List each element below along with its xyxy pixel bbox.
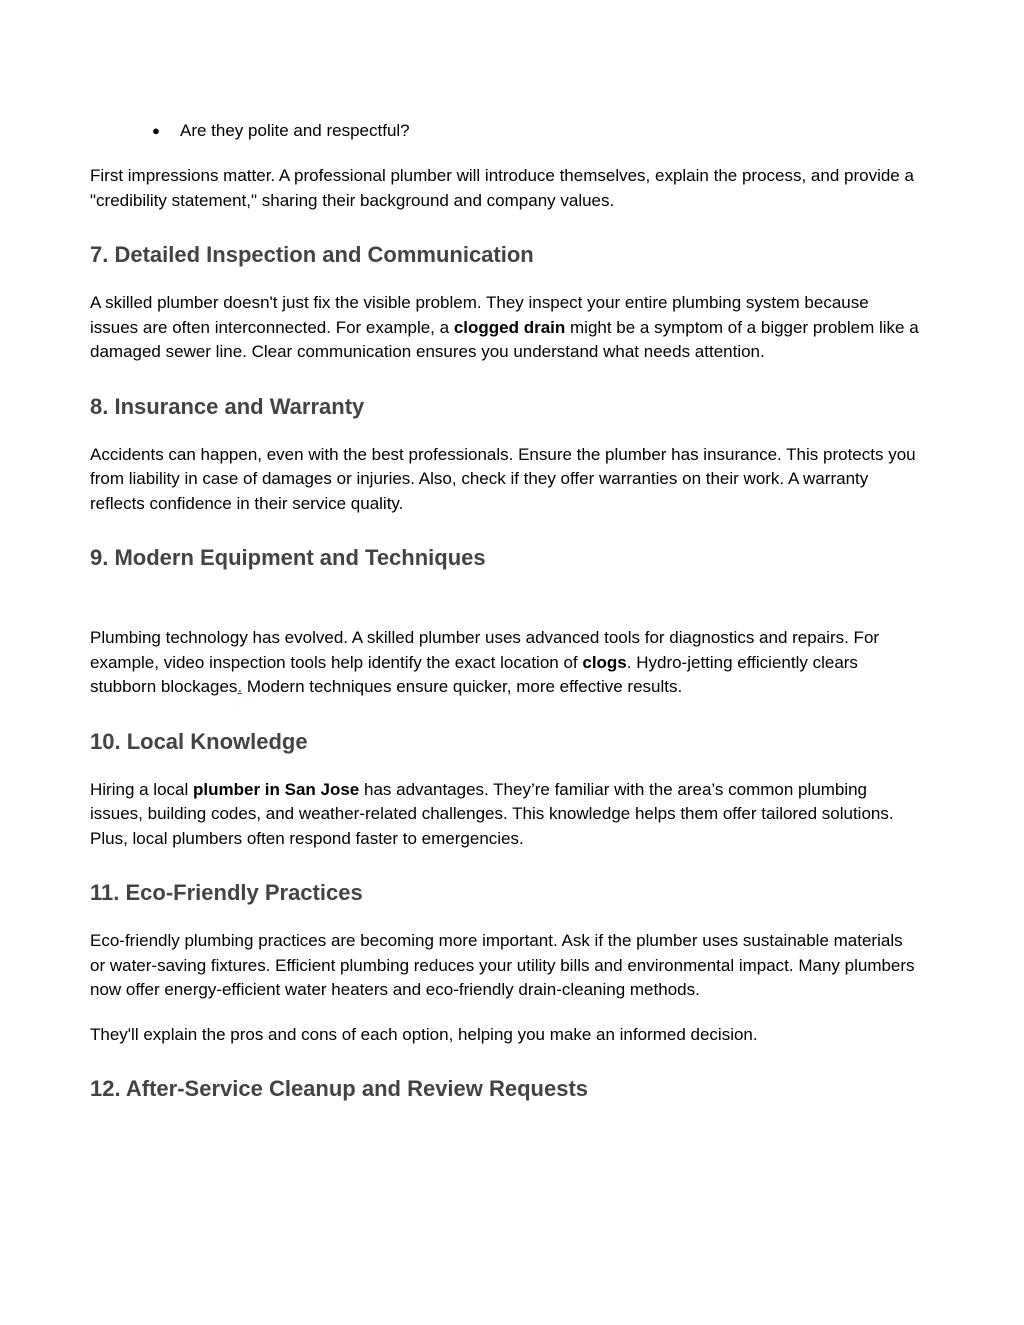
section-7-paragraph — [90, 291, 920, 365]
section-10-heading: 10. Local Knowledge — [90, 728, 308, 754]
text-run: . Hydro-jetting efficiently clears stubborn blockages — [90, 652, 858, 696]
text-run: Modern techniques ensure quicker, more effective results. — [242, 677, 683, 696]
intro-paragraph: First impressions matter. A professional plumber will introduce themselves, explain the process, and provide a "credibility statement," sharing their background and company values. — [90, 166, 914, 210]
bold-keyword: clogs — [582, 652, 627, 672]
text-run: might be a symptom of a bigger problem like a damaged sewer line. Clear communication ensures you understand what needs attention. — [90, 317, 919, 361]
section-8-heading: 8. Insurance and Warranty — [90, 393, 365, 419]
bullet-icon: ● — [152, 123, 160, 138]
text-run: A skilled plumber doesn't just fix the visible problem. They inspect your entire plumbing system because issues are often interconnected. For example, a — [90, 293, 869, 337]
text-run: Hiring a local — [90, 779, 193, 799]
section-10-paragraph — [90, 778, 920, 852]
list-item — [90, 118, 920, 144]
section-11-paragraph: Eco-friendly plumbing practices are becoming more important. Ask if the plumber uses sustainable materials or water-saving fixtures. Efficient plumbing reduces your utility bills and environmental impact. Many plumbers now offer energy-efficient water heaters and eco-friendly drain-cleaning methods. — [90, 931, 915, 999]
section-12-heading: 12. After-Service Cleanup and Review Requests — [90, 1076, 589, 1101]
inline-link[interactable]: . — [237, 677, 243, 696]
section-9-paragraph — [90, 626, 920, 700]
text-run: Plumbing technology has evolved. A skilled plumber uses advanced tools for diagnostics and repairs. For example, video inspection tools help identify the exact location of — [90, 628, 880, 672]
list-item-text: Are they polite and respectful? — [180, 121, 410, 140]
section-9-heading: 9. Modern Equipment and Techniques — [90, 545, 486, 570]
bullet-list — [90, 118, 920, 144]
section-8-paragraph: Accidents can happen, even with the best professionals. Ensure the plumber has insurance. This protects you from liability in case of damages or injuries. Also, check if they offer warranties on their work. A warranty reflects confidence in their service quality. — [90, 444, 916, 513]
document-page — [90, 118, 920, 1103]
section-11-heading: 11. Eco-Friendly Practices — [90, 880, 363, 905]
bold-keyword: clogged drain — [453, 317, 566, 337]
bold-keyword: plumber in San Jose — [193, 779, 360, 799]
text-run: has advantages. They’re familiar with the area’s common plumbing issues, building codes, and weather-related challenges. This knowledge helps them offer tailored solutions. Plus, local plumbers often respond faster to emergencies. — [90, 779, 894, 848]
section-11-paragraph-2: They'll explain the pros and cons of each option, helping you make an informed decision. — [90, 1024, 758, 1044]
section-7-heading: 7. Detailed Inspection and Communication — [90, 242, 534, 267]
